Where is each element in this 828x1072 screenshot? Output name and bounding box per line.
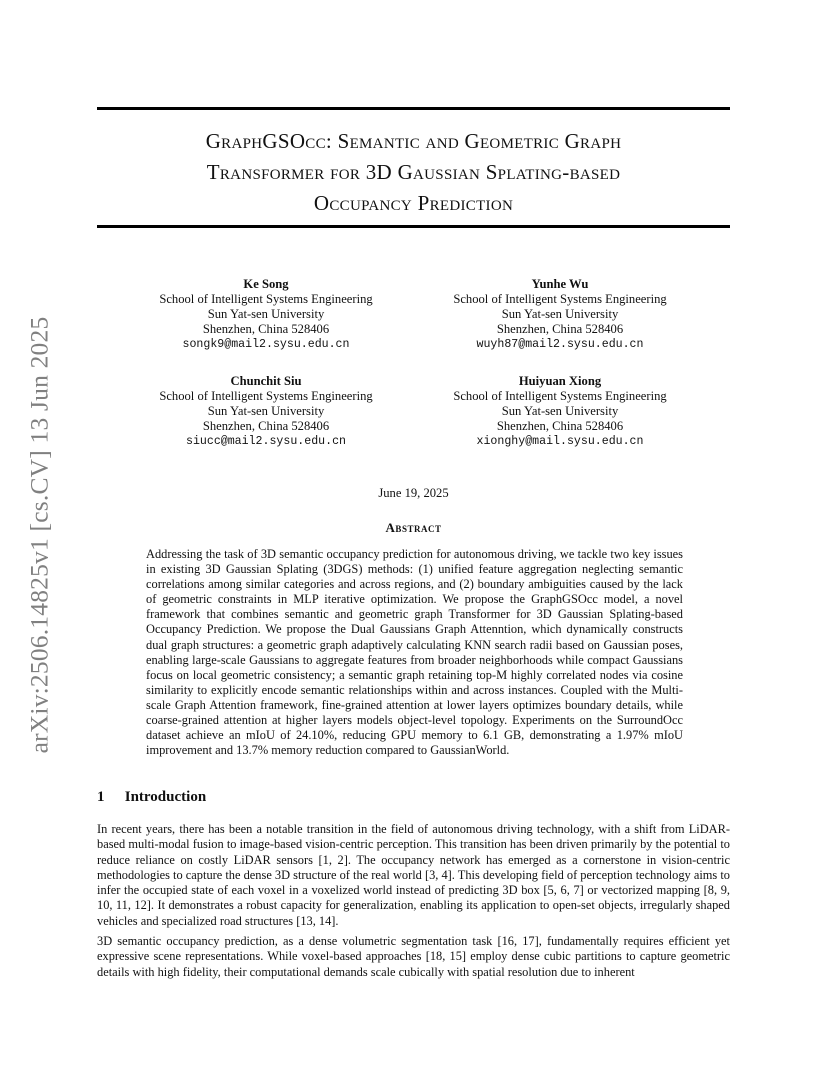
author-city: Shenzhen, China 528406 [202,322,330,336]
author-card [116,277,416,352]
title-line-2: Transformer for 3D Gaussian Splating-based [206,160,621,184]
section-title: Introduction [124,789,207,805]
author-email[interactable]: xionghy@mail.sysu.edu.cn [476,435,644,448]
author-name: Huiyuan Xiong [518,374,602,388]
author-block [97,277,730,457]
author-card [116,374,416,449]
title-rule-top [97,107,730,110]
author-university: Sun Yat-sen University [207,307,325,321]
author-school: School of Intelligent Systems Engineering [159,292,373,306]
author-university: Sun Yat-sen University [501,307,619,321]
section-heading [97,789,206,806]
author-name: Chunchit Siu [230,374,302,388]
author-email[interactable]: siucc@mail2.sysu.edu.cn [185,435,347,448]
title-line-1: GraphGSOcc: Semantic and Geometric Graph [205,129,622,153]
author-city: Shenzhen, China 528406 [496,322,624,336]
paragraph: In recent years, there has been a notable transition in the field of autonomous driving technology, with a shift from LiDAR-based multi-modal fusion to image-based vision-centric perception. This transition has been driven primarily by the potential to reduce reliance on costly LiDAR sensors [1, 2]. The occupancy network has emerged as a cornerstone in vision-centric methodologies to capture the dense 3D structure of the real world [3, 4]. This developing field of perception technology aims to infer the occupied state of each voxel in a voxelized world instead of predicting 3D box [5, 6, 7] or vectorized mapping [8, 9, 10, 11, 12]. It demonstrates a robust capacity for generalization, enabling its application to open-set objects, irregularly shaped vehicles and specialized road structures [13, 14]. [97,822,730,928]
author-card [410,277,710,352]
author-school: School of Intelligent Systems Engineering [159,389,373,403]
author-card [410,374,710,449]
arxiv-identifier-text: arXiv:2506.14825v1 [cs.CV] 13 Jun 2025 [24,316,54,754]
arxiv-identifier [22,300,56,770]
author-city: Shenzhen, China 528406 [202,419,330,433]
author-city: Shenzhen, China 528406 [496,419,624,433]
author-university: Sun Yat-sen University [207,404,325,418]
author-school: School of Intelligent Systems Engineering [453,389,667,403]
author-university: Sun Yat-sen University [501,404,619,418]
publication-date: June 19, 2025 [378,486,449,500]
section-number: 1 [97,789,105,805]
paper-title [97,126,730,219]
abstract-text: Addressing the task of 3D semantic occupancy prediction for autonomous driving, we tackle two key issues in existing 3D Gaussian Splating (3DGS) methods: (1) unified feature aggregation neglecting semantic correlations among similar categories and across regions, and (2) boundary ambiguities caused by the lack of geometric constraints in MLP iterative optimization. We propose the GraphGSOcc model, a novel framework that combines semantic and geometric graph Transformer for 3D Gaussian Splating-based Occupancy Prediction. We propose the Dual Gaussians Graph Attenntion, which dynamically constructs dual graph structures: a geometric graph adaptively calculating KNN search radii based on Gaussian poses, enabling large-scale Gaussians to aggregate features from broader neighborhoods while compact Gaussians focus on local geometric consistency; a semantic graph retaining top-M highly correlated nodes via cosine similarity to explicitly encode semantic relationships within and across instances. Coupled with the Multi-scale Graph Attention framework, fine-grained attention at lower layers optimizes boundary details, while coarse-grained attention at higher layers models object-level topology. Experiments on the SurroundOcc dataset achieve an mIoU of 24.10%, reducing GPU memory to 6.1 GB, demonstrating a 1.97% mIoU improvement and 13.7% memory reduction compared to GaussianWorld. [146,547,683,758]
paragraph: 3D semantic occupancy prediction, as a dense volumetric segmentation task [16, 17], fundamentally requires efficient yet expressive scene representations. While voxel-based approaches [18, 15] employ dense cubic partitions to capture geometric details with high fidelity, their computational demands scale cubically with spatial resolution due to inherent [97,934,730,979]
author-email[interactable]: songk9@mail2.sysu.edu.cn [182,338,350,351]
title-line-3: Occupancy Prediction [313,191,514,215]
title-rule-bottom [97,225,730,228]
author-school: School of Intelligent Systems Engineering [453,292,667,306]
author-email[interactable]: wuyh87@mail2.sysu.edu.cn [476,338,644,351]
author-name: Yunhe Wu [531,277,589,291]
author-name: Ke Song [243,277,289,291]
abstract-heading: Abstract [385,520,442,535]
